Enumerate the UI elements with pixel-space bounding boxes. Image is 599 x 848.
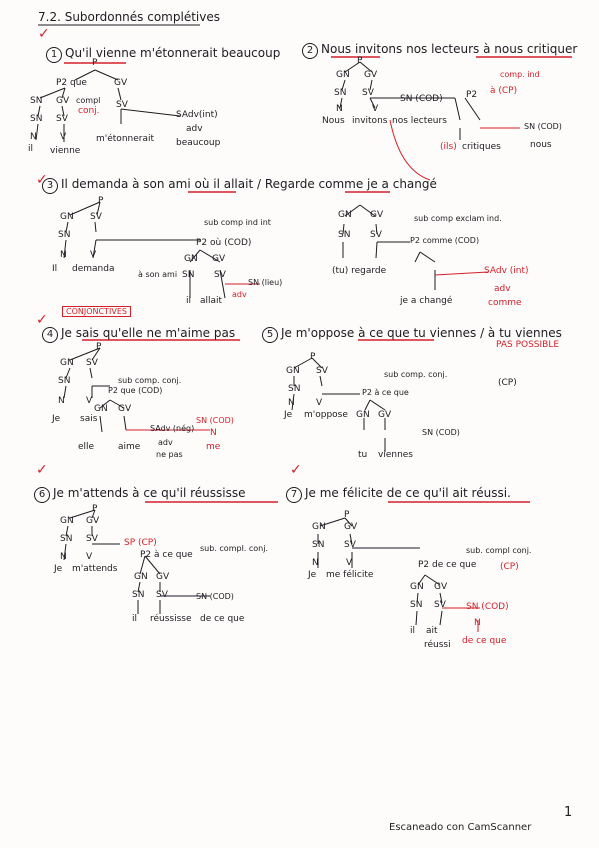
word-a-son-ami: à son ami [138, 270, 178, 279]
node-sv2: SV [214, 270, 226, 280]
word-de-ce-que: de ce que [462, 636, 507, 646]
node-p22: P2 comme (COD) [410, 236, 480, 245]
word-de-ce-que: de ce que [200, 614, 245, 624]
node-n: N [58, 396, 65, 406]
word-je: Je [308, 570, 317, 580]
node-gn: GN [60, 516, 74, 526]
word-me: me [206, 442, 221, 452]
node-gv: GV [344, 522, 358, 532]
node-subcompl: sub. compl conj. [466, 546, 532, 555]
node-p2: P2 à ce que [362, 388, 409, 397]
node-sn: SN [60, 534, 73, 544]
node-v: V [372, 104, 379, 114]
check-mark-icon: ✓ [38, 26, 50, 42]
word-viennes: viennes [378, 450, 413, 460]
node-gn3: GN [338, 210, 352, 220]
node-sv: SV [116, 100, 128, 110]
number-badge: 7 [286, 487, 302, 503]
node-gn2: GN [184, 254, 198, 264]
word-lecteurs: nos lecteurs [392, 116, 447, 126]
node-subcomp2: sub comp exclam ind. [414, 214, 502, 223]
word-il: il [28, 144, 34, 154]
number-badge: 4 [42, 327, 58, 343]
word-reussisse: réussisse [150, 614, 192, 624]
sentence-text: Je me félicite de ce qu'il ait réussi. [305, 486, 511, 500]
node-sn-lieu: SN (lieu) [248, 278, 283, 287]
node-sn3: SN [338, 230, 351, 240]
sentence-4 [42, 326, 235, 343]
node-p: P [310, 352, 316, 362]
word-nous2: nous [530, 140, 552, 150]
word-sais: sais [80, 414, 98, 424]
node-p2: P2 que [56, 78, 87, 88]
node-sp-cp: SP (CP) [124, 538, 157, 548]
word-je: Je [54, 564, 63, 574]
word-je: Je [284, 410, 293, 420]
node-conj: conj. [78, 106, 100, 116]
node-sn: SN [58, 230, 71, 240]
sentence-3 [42, 177, 437, 194]
node-n2: N [210, 428, 217, 438]
word-ait: ait [426, 626, 438, 636]
sentence-text: Nous invitons nos lecteurs à nous critiquer [321, 42, 578, 56]
word-ne-pas: ne pas [156, 450, 183, 459]
node-n: N [60, 552, 67, 562]
node-sn: SN [288, 384, 301, 394]
word-il: il [410, 626, 416, 636]
node-gn2: GN [134, 572, 148, 582]
node-v: V [90, 250, 97, 260]
node-subcomp: sub comp. conj. [384, 370, 448, 379]
word-il2: il [186, 296, 192, 306]
node-sv: SV [344, 540, 356, 550]
node-v: V [346, 558, 353, 568]
word-regarde: (tu) regarde [332, 266, 387, 276]
node-sn2: SN [132, 590, 145, 600]
node-cp: à (CP) [490, 86, 518, 96]
word-aime: aime [118, 442, 141, 452]
word-allait: allait [200, 296, 223, 306]
node-n: N [288, 398, 295, 408]
node-gn: GN [286, 366, 300, 376]
page-number: 1 [564, 805, 573, 820]
node-p2: P2 où (COD) [196, 238, 252, 248]
word-reussi: réussi [424, 640, 451, 650]
node-adv2: adv [494, 284, 511, 294]
node-subcomp: sub comp. conj. [118, 376, 182, 385]
number-badge: 5 [262, 327, 278, 343]
node-sn-cod2: SN (COD) [524, 122, 562, 131]
node-subcomp: sub comp ind int [204, 218, 271, 227]
node-sn-cod: SN (COD) [196, 592, 234, 601]
node-v: V [86, 396, 93, 406]
node-sv3: SV [370, 230, 382, 240]
word-vienne: vienne [50, 146, 81, 156]
node-gv2: GV [56, 96, 70, 106]
node-gv: GV [86, 516, 100, 526]
sentence-text: Qu'il vienne m'étonnerait beaucoup [65, 46, 281, 60]
node-sn: SN [30, 96, 43, 106]
word-il: il [132, 614, 138, 624]
node-p: P [98, 196, 104, 206]
node-p2: P2 que (COD) [108, 386, 163, 395]
node-compl: compl [76, 96, 101, 105]
node-sn-cod: SN (COD) [422, 428, 460, 437]
word-metonnerait: m'étonnerait [96, 134, 155, 144]
node-sn: SN [58, 376, 71, 386]
word-critiques: critiques [462, 142, 501, 152]
word-ils: (ils) [440, 142, 457, 152]
node-gv3: GV [370, 210, 384, 220]
node-n: N [30, 132, 37, 142]
sentence-6 [34, 486, 246, 503]
number-badge: 3 [42, 178, 58, 194]
node-gn2: GN [94, 404, 108, 414]
node-sn: SN [334, 88, 347, 98]
node-sn: SN [312, 540, 325, 550]
node-gv2: GV [378, 410, 392, 420]
node-sn-cod: SN (COD) [466, 602, 509, 612]
node-sn-cod: SN (COD) [400, 94, 443, 104]
node-subcompl: sub. compl. conj. [200, 544, 269, 553]
node-gv2: GV [212, 254, 226, 264]
word-me-felicite: me félicite [326, 570, 374, 580]
word-elle: elle [78, 442, 95, 452]
word-beaucoup: beaucoup [176, 138, 221, 148]
node-gn: GN [60, 212, 74, 222]
node-gn2: GN [356, 410, 370, 420]
word-moppose: m'oppose [304, 410, 348, 420]
node-gn: GN [60, 358, 74, 368]
word-tu: tu [358, 450, 368, 460]
node-p: P [92, 58, 98, 68]
word-je: Je [52, 414, 61, 424]
node-comp: comp. ind [500, 70, 540, 79]
node-n: N [336, 104, 343, 114]
node-adv: adv [232, 290, 247, 299]
check-mark-icon: ✓ [290, 462, 302, 478]
sentence-text: Je m'attends à ce qu'il réussisse [53, 486, 246, 500]
word-je-a-change: je a changé [400, 296, 453, 306]
node-adv: adv [158, 438, 173, 447]
word-invitons: invitons [352, 116, 388, 126]
node-gn2: GN [410, 582, 424, 592]
word-comme: comme [488, 298, 522, 308]
scanner-watermark: Escaneado con CamScanner [389, 822, 532, 833]
word-nous: Nous [322, 116, 345, 126]
node-v: V [86, 552, 93, 562]
note-pas-possible: PAS POSSIBLE [496, 340, 560, 350]
node-n: N [312, 558, 319, 568]
sentence-1 [46, 46, 280, 63]
node-p2: P2 [466, 90, 478, 100]
node-gv2: GV [118, 404, 132, 414]
node-adv: adv [186, 124, 203, 134]
sentence-text: Je m'oppose à ce que tu viennes / à tu viennes [281, 326, 562, 340]
node-sv: SV [86, 358, 98, 368]
node-p2: P2 de ce que [418, 560, 477, 570]
node-gv2: GV [156, 572, 170, 582]
node-gv: GV [114, 78, 128, 88]
node-gn: GN [312, 522, 326, 532]
node-sn2: SN [182, 270, 195, 280]
node-sv: SV [362, 88, 374, 98]
node-sn2: SN [410, 600, 423, 610]
number-badge: 1 [46, 47, 62, 63]
node-sv2: SV [56, 114, 68, 124]
node-gv: GV [364, 70, 378, 80]
node-sv2: SV [434, 600, 446, 610]
node-sv: SV [86, 534, 98, 544]
sentence-7 [286, 486, 511, 503]
node-sv: SV [90, 212, 102, 222]
node-p: P [96, 342, 102, 352]
node-cp: (CP) [500, 562, 519, 572]
node-gn: GN [336, 70, 350, 80]
node-cp: (CP) [498, 378, 517, 388]
word-demanda: demanda [72, 264, 115, 274]
node-p2: P2 à ce que [140, 550, 193, 560]
check-mark-icon: ✓ [36, 172, 48, 188]
section-label: CONJONCTIVES [62, 306, 131, 317]
number-badge: 2 [302, 43, 318, 59]
check-mark-icon: ✓ [36, 462, 48, 478]
sentence-text: Je sais qu'elle ne m'aime pas [61, 326, 236, 340]
node-v: V [316, 398, 323, 408]
node-p: P [92, 504, 98, 514]
sentence-2 [302, 42, 577, 59]
node-n: N [60, 250, 67, 260]
check-mark-icon: ✓ [36, 312, 48, 328]
node-p: P [344, 510, 350, 520]
node-sadv: SAdv (nég) [150, 424, 195, 433]
node-gv2: GV [434, 582, 448, 592]
node-sadv: SAdv(int) [176, 110, 218, 120]
page-title: 7.2. Subordonnés complétives [38, 10, 220, 24]
node-p: P [357, 56, 363, 66]
number-badge: 6 [34, 487, 50, 503]
sentence-text: Il demanda à son ami où il allait / Regarde comme je a changé [61, 177, 437, 191]
node-sv: SV [316, 366, 328, 376]
node-n2: N [474, 618, 481, 628]
node-sadv: SAdv (int) [484, 266, 529, 276]
node-sn-cod: SN (COD) [196, 416, 234, 425]
node-sn2: SN [30, 114, 43, 124]
node-sv2: SV [156, 590, 168, 600]
node-v: V [60, 132, 67, 142]
word-mattends: m'attends [72, 564, 118, 574]
word-il: Il [52, 264, 58, 274]
